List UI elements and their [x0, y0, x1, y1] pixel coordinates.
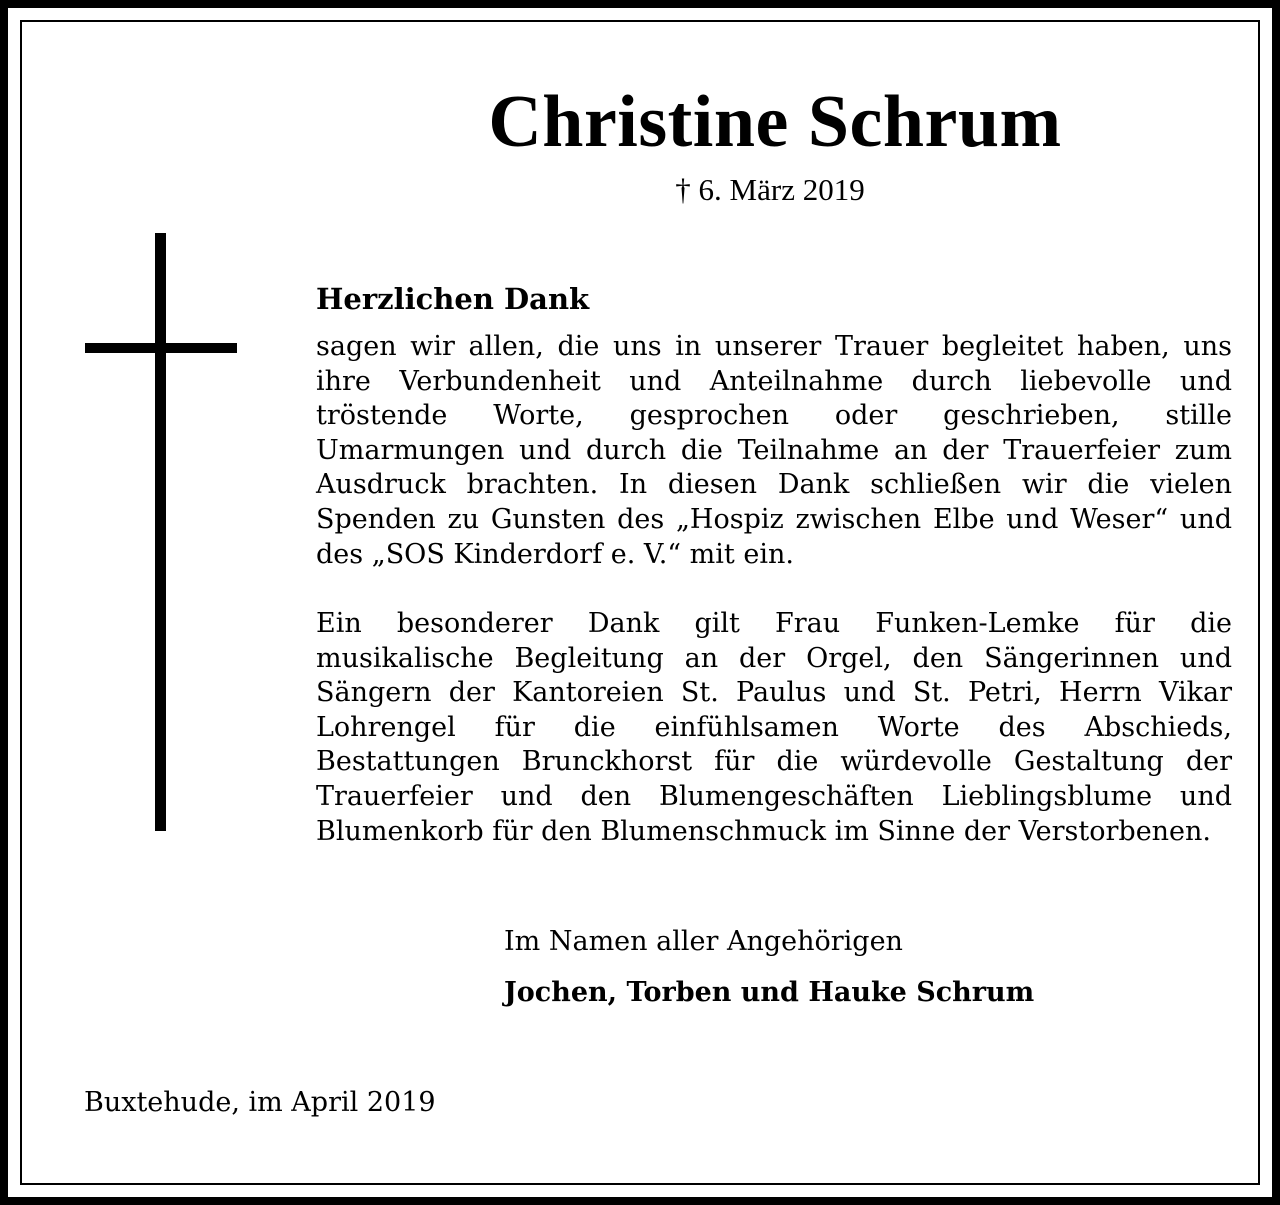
thanks-paragraph-1: sagen wir allen, die uns in unserer Trauer begleitet haben, uns ihre Verbundenheit und Anteilnahme durch liebevolle und tröstende Worte, gesprochen oder geschrieben, stille Umarmungen und durch die Teilnahme an der Trauerfeier zum Ausdruck brachten. In diesen Dank schließen wir die vielen Spenden zu Gunsten des „Hospiz zwischen Elbe und Weser“ und des „SOS Kinderdorf e. V.“ mit ein.	[316, 331, 1232, 570]
cross-horizontal-bar	[85, 343, 237, 353]
death-date: † 6. März 2019	[675, 172, 865, 207]
place-date: Buxtehude, im April 2019	[84, 1087, 436, 1118]
cross-vertical-bar	[155, 233, 166, 831]
thanks-heading: Herzlichen Dank	[316, 282, 590, 316]
deceased-name: Christine Schrum	[488, 81, 1062, 163]
thanks-paragraph-2: Ein besonderer Dank gilt Frau Funken-Lemke für die musikalische Begleitung an der Orgel, den Sängerinnen und Sängern der Kantoreien St. Paulus und St. Petri, Herrn Vikar Lohrengel für die einfühlsamen Worte des Abschieds, Bestattungen Brunckhorst für die würdevolle Gestaltung der Trauerfeier und den Blumengeschäften Lieblingsblume und Blumenkorb für den Blumenschmuck im Sinne der Verstorbenen.	[316, 608, 1232, 847]
signatories: Jochen, Torben und Hauke Schrum	[504, 977, 1035, 1008]
closing-intro: Im Namen aller Angehörigen	[504, 926, 903, 957]
